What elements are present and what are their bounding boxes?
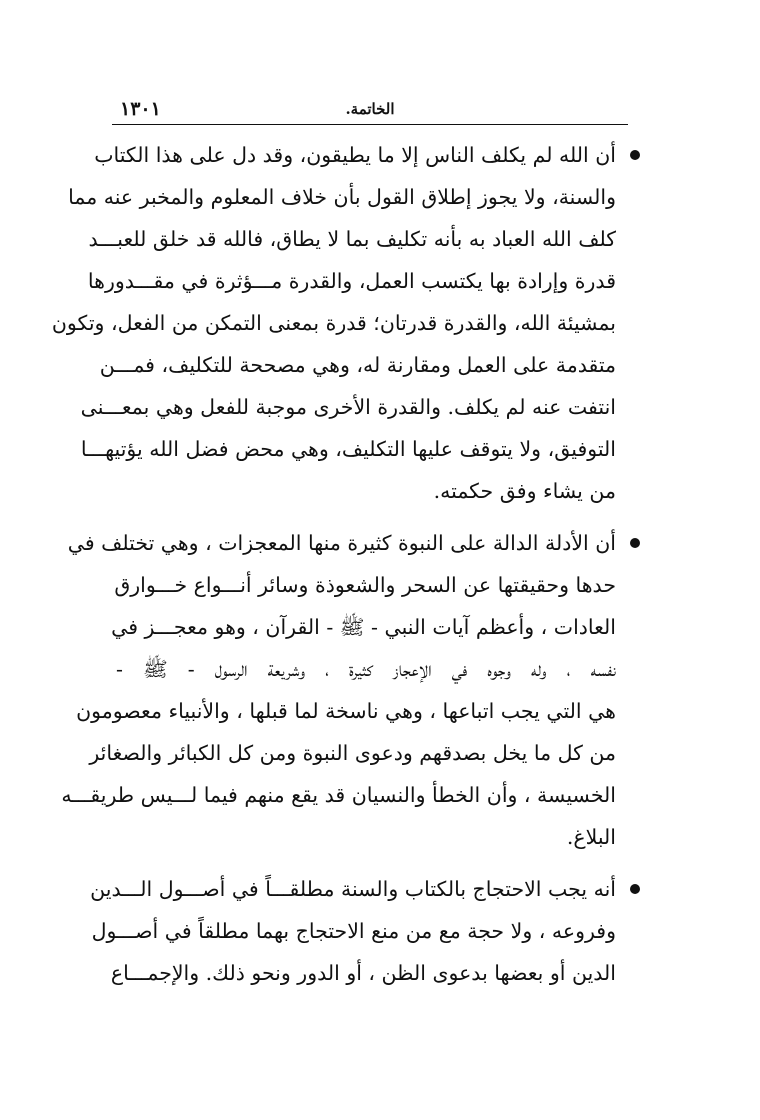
text-line: الدين أو بعضها بدعوى الظن ، أو الدور ونحو ذلك. والإجمـــاع (110, 961, 616, 985)
text-line: متقدمة على العمل ومقارنة له، وهي مصححة للتكليف، فمـــن (99, 353, 616, 377)
text-line: أنه يجب الاحتجاج بالكتاب والسنة مطلقـــاً في أصـــول الـــدين (90, 877, 616, 901)
text-line: من يشاء وفق حكمته. (433, 479, 616, 503)
text-line: انتفت عنه لم يكلف. والقدرة الأخرى موجبة للفعل وهي بمعـــنى (80, 395, 616, 419)
text-line: التوفيق، ولا يتوقف عليها التكليف، وهي محض فضل الله يؤتيهـــا (80, 437, 616, 461)
text-line: أن الله لم يكلف الناس إلا ما يطيقون، وقد دل على هذا الكتاب (94, 143, 616, 167)
bullet-icon (630, 150, 640, 160)
chapter-title: الخاتمة. (345, 100, 395, 118)
text-line: والسنة، ولا يجوز إطلاق القول بأن خلاف المعلوم والمخبر عنه مما (68, 185, 616, 209)
bullet-icon (630, 538, 640, 548)
page-header (112, 96, 628, 125)
text-line: من كل ما يخل بصدقهم ودعوى النبوة ومن كل الكبائر والصغائر (89, 741, 616, 765)
text-line: أن الأدلة الدالة على النبوة كثيرة منها المعجزات ، وهي تختلف في (67, 531, 616, 555)
list-item (61, 522, 640, 858)
text-line: وفروعه ، ولا حجة مع من منع الاحتجاج بهما مطلقاً في أصـــول (91, 919, 616, 943)
text-line: العادات ، وأعظم آيات النبي - ﷺ - القرآن ، وهو معجـــز في (111, 615, 616, 639)
list-item (51, 134, 640, 512)
page-number: ١٣٠١ (120, 98, 161, 120)
bullet-icon (630, 884, 640, 894)
text-line: نفسه ، وله وجوه في الإعجاز كثيرة ، وشريعة الرسول - ﷺ - (116, 657, 616, 681)
body-text (51, 134, 640, 1004)
text-line: بمشيئة الله، والقدرة قدرتان؛ قدرة بمعنى التمكن من الفعل، وتكون (51, 311, 616, 335)
list-item (90, 868, 640, 994)
text-line: كلف الله العباد به بأنه تكليف بما لا يطاق، فالله قد خلق للعبـــد (88, 227, 616, 251)
text-line: حدها وحقيقتها عن السحر والشعوذة وسائر أنـــواع خـــوارق (114, 573, 616, 597)
text-line: البلاغ. (566, 825, 616, 849)
text-line: هي التي يجب اتباعها ، وهي ناسخة لما قبلها ، والأنبياء معصومون (76, 699, 616, 723)
text-line: قدرة وإرادة بها يكتسب العمل، والقدرة مـــؤثرة في مقـــدورها (87, 269, 616, 293)
text-line: الخسيسة ، وأن الخطأ والنسيان قد يقع منهم فيما لـــيس طريقـــه (61, 783, 616, 807)
